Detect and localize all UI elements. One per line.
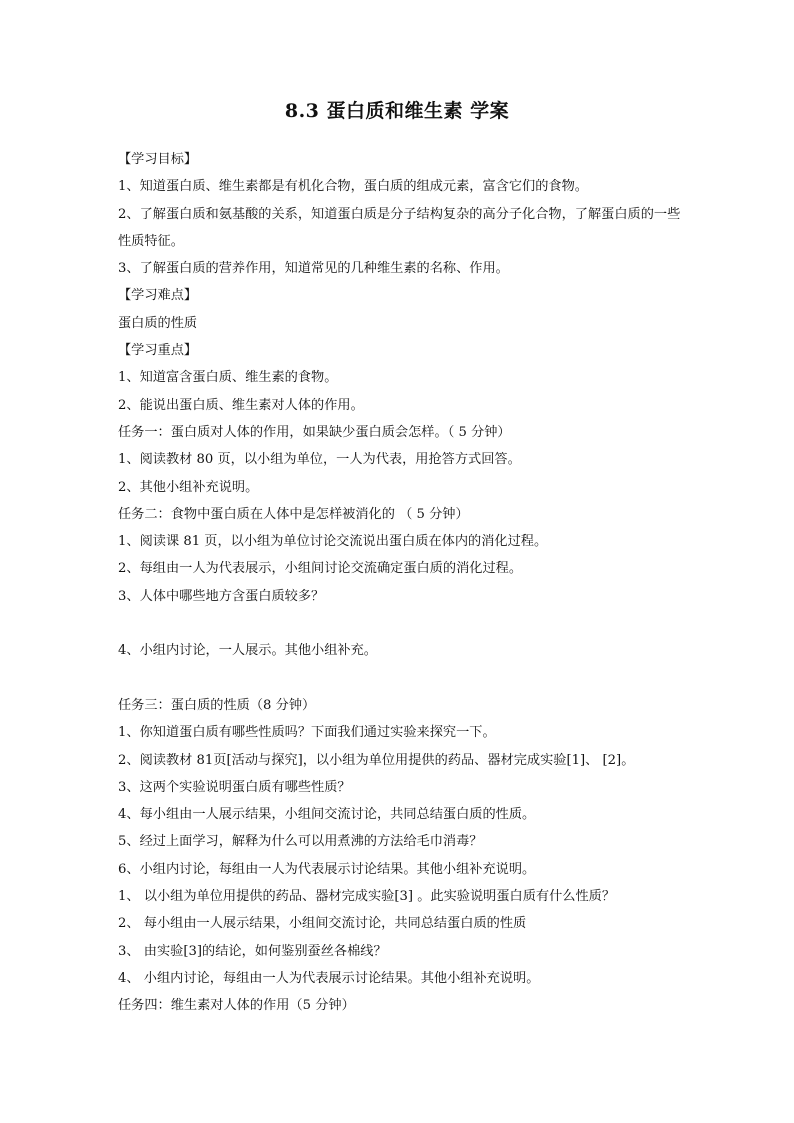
task1-item-1: 1、阅读教材 80 页，以小组为单位，一人为代表，用抢答方式回答。 <box>118 452 521 468</box>
task3-heading: 任务三：蛋白质的性质（8 分钟） <box>118 697 316 713</box>
task1-item-2: 2、其他小组补充说明。 <box>118 479 259 495</box>
task3-item-8: 2、 每小组由一人展示结果，小组间交流讨论，共同总结蛋白质的性质 <box>118 916 527 932</box>
task3-item-9: 3、 由实验[3]的结论，如何鉴别蚕丝各棉线？ <box>118 943 387 959</box>
keypoints-heading: 【学习重点】 <box>118 343 198 359</box>
objective-item-2: 2、了解蛋白质和氨基酸的关系，知道蛋白质是分子结构复杂的高分子化合物，了解蛋白质的一些性质特征。 <box>118 206 681 249</box>
task1-heading: 任务一：蛋白质对人体的作用，如果缺少蛋白质会怎样。（ 5 分钟） <box>118 424 511 440</box>
task3-item-4: 4、每小组由一人展示结果，小组间交流讨论，共同总结蛋白质的性质。 <box>118 807 536 823</box>
objectives-heading: 【学习目标】 <box>118 152 198 167</box>
objective-item-3: 3、了解蛋白质的营养作用，知道常见的几种维生素的名称、作用。 <box>118 261 509 277</box>
task4-heading: 任务四：维生素对人体的作用（5 分钟） <box>118 998 355 1014</box>
keypoint-item-1: 1、知道富含蛋白质、维生素的食物。 <box>118 370 338 386</box>
task2-item-1: 1、阅读课 81 页，以小组为单位讨论交流说出蛋白质在体内的消化过程。 <box>118 534 548 550</box>
task3-item-7: 1、 以小组为单位用提供的药品、器材完成实验[3] 。此实验说明蛋白质有什么性质？ <box>118 889 616 905</box>
difficulty-text: 蛋白质的性质 <box>118 315 198 331</box>
task2-item-3: 3、人体中哪些地方含蛋白质较多？ <box>118 588 325 604</box>
blank-line <box>118 665 684 692</box>
document-title: 8.3 蛋白质和维生素 学案 <box>284 100 510 122</box>
difficulty-heading: 【学习难点】 <box>118 288 198 304</box>
task2-item-4: 4、小组内讨论，一人展示。其他小组补充。 <box>118 643 377 659</box>
task3-item-1: 1、你知道蛋白质有哪些性质吗？下面我们通过实验来探究一下。 <box>118 725 496 741</box>
blank-line <box>118 610 684 637</box>
task3-item-2: 2、阅读教材 81页[活动与探究]，以小组为单位用提供的药品、器材完成实验[1]、 [2]。 <box>118 752 635 768</box>
task3-item-5: 5、经过上面学习，解释为什么可以用煮沸的方法给毛巾消毒？ <box>118 834 483 850</box>
task2-heading: 任务二：食物中蛋白质在人体中是怎样被消化的 （ 5 分钟） <box>118 506 469 522</box>
task3-item-3: 3、这两个实验说明蛋白质有哪些性质？ <box>118 779 351 795</box>
task2-item-2: 2、每组由一人为代表展示，小组间讨论交流确定蛋白质的消化过程。 <box>118 561 523 577</box>
keypoint-item-2: 2、能说出蛋白质、维生素对人体的作用。 <box>118 397 364 413</box>
task3-item-6: 6、小组内讨论，每组由一人为代表展示讨论结果。其他小组补充说明。 <box>118 861 536 877</box>
task3-item-10: 4、 小组内讨论，每组由一人为代表展示讨论结果。其他小组补充说明。 <box>118 970 540 986</box>
objective-item-1: 1、知道蛋白质、维生素都是有机化合物，蛋白质的组成元素，富含它们的食物。 <box>118 179 588 195</box>
document-body <box>118 146 684 1020</box>
